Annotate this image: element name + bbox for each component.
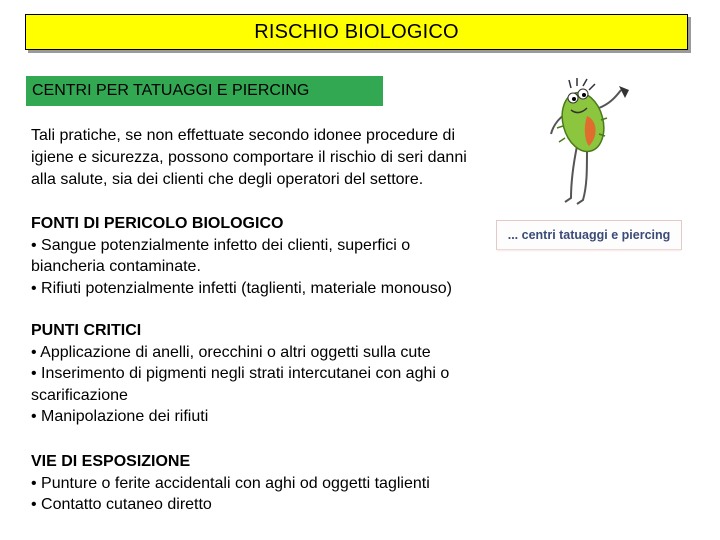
section-heading: FONTI DI PERICOLO BIOLOGICO: [31, 215, 284, 232]
section-line: • Punture o ferite accidentali con aghi od oggetti taglienti: [31, 474, 430, 492]
section-heading: PUNTI CRITICI: [31, 322, 142, 339]
section-line: scarificazione: [31, 386, 128, 404]
germ-mascot-icon: [541, 76, 633, 216]
page-subtitle: CENTRI PER TATUAGGI E PIERCING: [32, 82, 310, 99]
intro-line: alla salute, sia dei clienti che degli operatori del settore.: [31, 171, 424, 188]
section-heading: VIE DI ESPOSIZIONE: [31, 453, 191, 470]
section-line: • Applicazione di anelli, orecchini o altri oggetti sulla cute: [31, 343, 431, 361]
intro-line: igiene e sicurezza, possono comportare il rischio di seri danni: [31, 149, 467, 166]
title-box: [25, 14, 688, 50]
intro-paragraph: [31, 125, 551, 191]
badge-label: ... centri tatuaggi e piercing: [507, 228, 671, 242]
section-line: • Inserimento di pigmenti negli strati intercutanei con aghi o: [31, 365, 450, 382]
subtitle-box: [26, 76, 383, 106]
section-line: • Contatto cutaneo diretto: [31, 496, 212, 513]
badge-centri-tatuaggi: [496, 220, 682, 250]
page-title: RISCHIO BIOLOGICO: [254, 20, 459, 43]
section-fonti: [31, 213, 521, 299]
section-line: • Rifiuti potenzialmente infetti (taglienti, materiale monouso): [31, 279, 452, 297]
section-vie: [31, 451, 531, 516]
section-punti: [31, 320, 521, 428]
section-line: • Manipolazione dei rifiuti: [31, 408, 209, 425]
section-line: biancheria contaminate.: [31, 258, 201, 275]
section-line: • Sangue potenzialmente infetto dei clienti, superfici o: [31, 236, 411, 254]
intro-line: Tali pratiche, se non effettuate secondo idonee procedure di: [31, 127, 455, 144]
